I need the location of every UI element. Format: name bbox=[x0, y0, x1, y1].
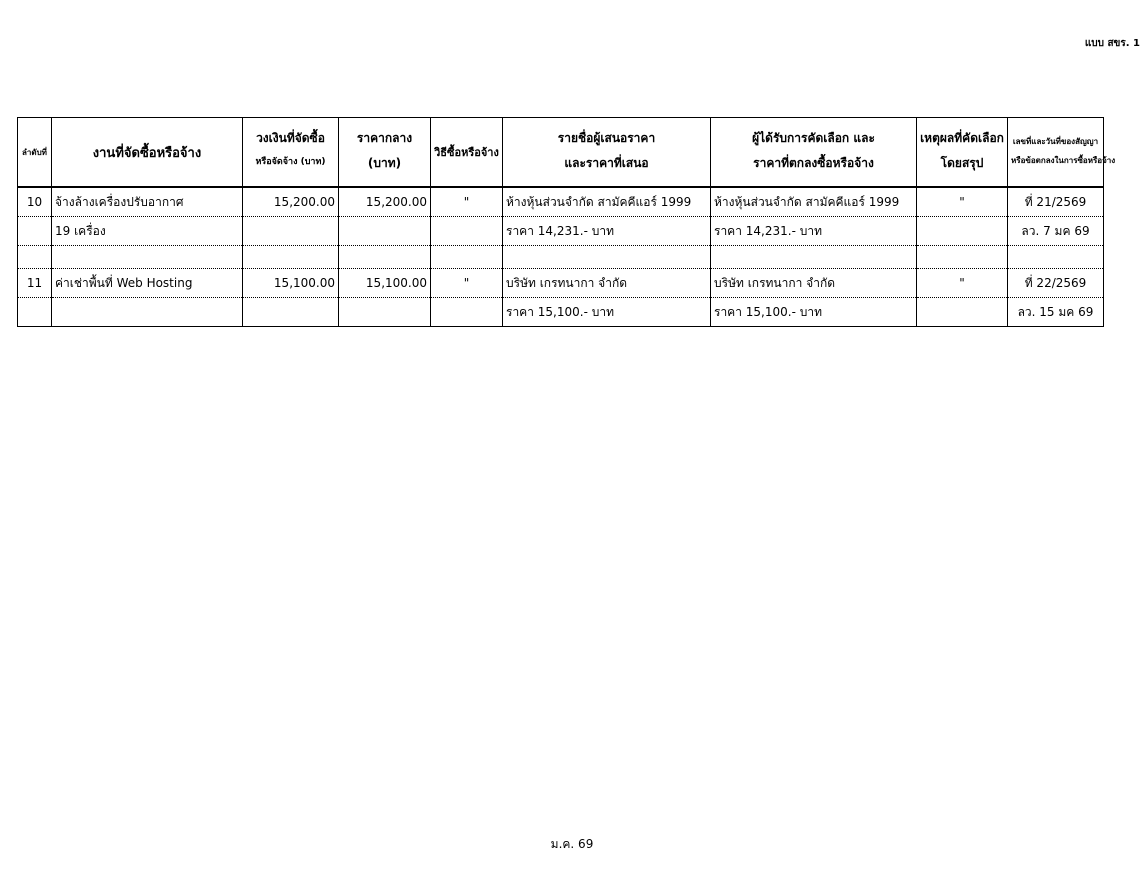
cell-bidder: บริษัท เกรทนากา จำกัด bbox=[503, 269, 711, 298]
header-budget-line2: หรือจัดจ้าง (บาท) bbox=[243, 151, 339, 187]
cell-method: " bbox=[431, 187, 503, 217]
cell-work: 19 เครื่อง bbox=[52, 217, 243, 246]
cell-seq bbox=[18, 217, 52, 246]
cell-bidder: ห้างหุ้นส่วนจำกัด สามัคคีแอร์ 1999 bbox=[503, 187, 711, 217]
procurement-table bbox=[17, 117, 1116, 327]
header-contract-line2: หรือข้อตกลงในการซื้อหรือจ้าง bbox=[1008, 151, 1104, 187]
table-header bbox=[18, 118, 1116, 188]
cell-median bbox=[339, 217, 431, 246]
cell-reason bbox=[917, 217, 1008, 246]
table-body bbox=[18, 187, 1104, 327]
header-median-line2: (บาท) bbox=[339, 151, 431, 187]
cell-winner: ราคา 14,231.- บาท bbox=[711, 217, 917, 246]
cell-blank bbox=[243, 246, 339, 269]
cell-budget: 15,100.00 bbox=[243, 269, 339, 298]
header-bidders-line1: รายชื่อผู้เสนอราคา bbox=[503, 118, 711, 152]
cell-winner: ราคา 15,100.- บาท bbox=[711, 298, 917, 327]
header-work: งานที่จัดซื้อหรือจ้าง bbox=[52, 118, 243, 188]
cell-blank bbox=[339, 246, 431, 269]
header-winner-line2: ราคาที่ตกลงซื้อหรือจ้าง bbox=[711, 151, 917, 187]
cell-contract: ลว. 15 มค 69 bbox=[1008, 298, 1104, 327]
table-row bbox=[18, 298, 1104, 327]
cell-contract: ที่ 21/2569 bbox=[1008, 187, 1104, 217]
cell-method bbox=[431, 217, 503, 246]
header-budget-line1: วงเงินที่จัดซื้อ bbox=[243, 118, 339, 152]
cell-blank bbox=[1008, 246, 1104, 269]
cell-winner: ห้างหุ้นส่วนจำกัด สามัคคีแอร์ 1999 bbox=[711, 187, 917, 217]
cell-method: " bbox=[431, 269, 503, 298]
cell-budget: 15,200.00 bbox=[243, 187, 339, 217]
header-reason-line1: เหตุผลที่คัดเลือก bbox=[917, 118, 1008, 152]
cell-contract: ลว. 7 มค 69 bbox=[1008, 217, 1104, 246]
cell-work: ค่าเช่าพื้นที่ Web Hosting bbox=[52, 269, 243, 298]
cell-work bbox=[52, 298, 243, 327]
cell-seq: 11 bbox=[18, 269, 52, 298]
header-seq: ลำดับที่ bbox=[18, 118, 52, 188]
cell-median bbox=[339, 298, 431, 327]
cell-winner: บริษัท เกรทนากา จำกัด bbox=[711, 269, 917, 298]
cell-median: 15,100.00 bbox=[339, 269, 431, 298]
cell-blank bbox=[18, 246, 52, 269]
cell-seq bbox=[18, 298, 52, 327]
cell-blank bbox=[917, 246, 1008, 269]
cell-reason bbox=[917, 298, 1008, 327]
table-row-blank bbox=[18, 246, 1104, 269]
cell-budget bbox=[243, 217, 339, 246]
cell-blank bbox=[52, 246, 243, 269]
cell-blank bbox=[711, 246, 917, 269]
cell-budget bbox=[243, 298, 339, 327]
header-bidders-line2: และราคาที่เสนอ bbox=[503, 151, 711, 187]
header-median-line1: ราคากลาง bbox=[339, 118, 431, 152]
header-winner-line1: ผู้ได้รับการคัดเลือก และ bbox=[711, 118, 917, 152]
cell-median: 15,200.00 bbox=[339, 187, 431, 217]
cell-contract: ที่ 22/2569 bbox=[1008, 269, 1104, 298]
table-row bbox=[18, 187, 1104, 217]
cell-reason: " bbox=[917, 269, 1008, 298]
cell-bidder: ราคา 14,231.- บาท bbox=[503, 217, 711, 246]
form-code: แบบ สขร. 1 bbox=[1084, 38, 1140, 49]
header-reason-line2: โดยสรุป bbox=[917, 151, 1008, 187]
table-row bbox=[18, 269, 1104, 298]
cell-method bbox=[431, 298, 503, 327]
page-footer-date: ม.ค. 69 bbox=[550, 837, 594, 851]
cell-blank bbox=[503, 246, 711, 269]
header-method: วิธีซื้อหรือจ้าง bbox=[431, 118, 503, 188]
header-contract-line1: เลขที่และวันที่ของสัญญา bbox=[1008, 118, 1104, 152]
cell-seq: 10 bbox=[18, 187, 52, 217]
table-row bbox=[18, 217, 1104, 246]
cell-blank bbox=[431, 246, 503, 269]
cell-work: จ้างล้างเครื่องปรับอากาศ bbox=[52, 187, 243, 217]
cell-bidder: ราคา 15,100.- บาท bbox=[503, 298, 711, 327]
cell-reason: " bbox=[917, 187, 1008, 217]
